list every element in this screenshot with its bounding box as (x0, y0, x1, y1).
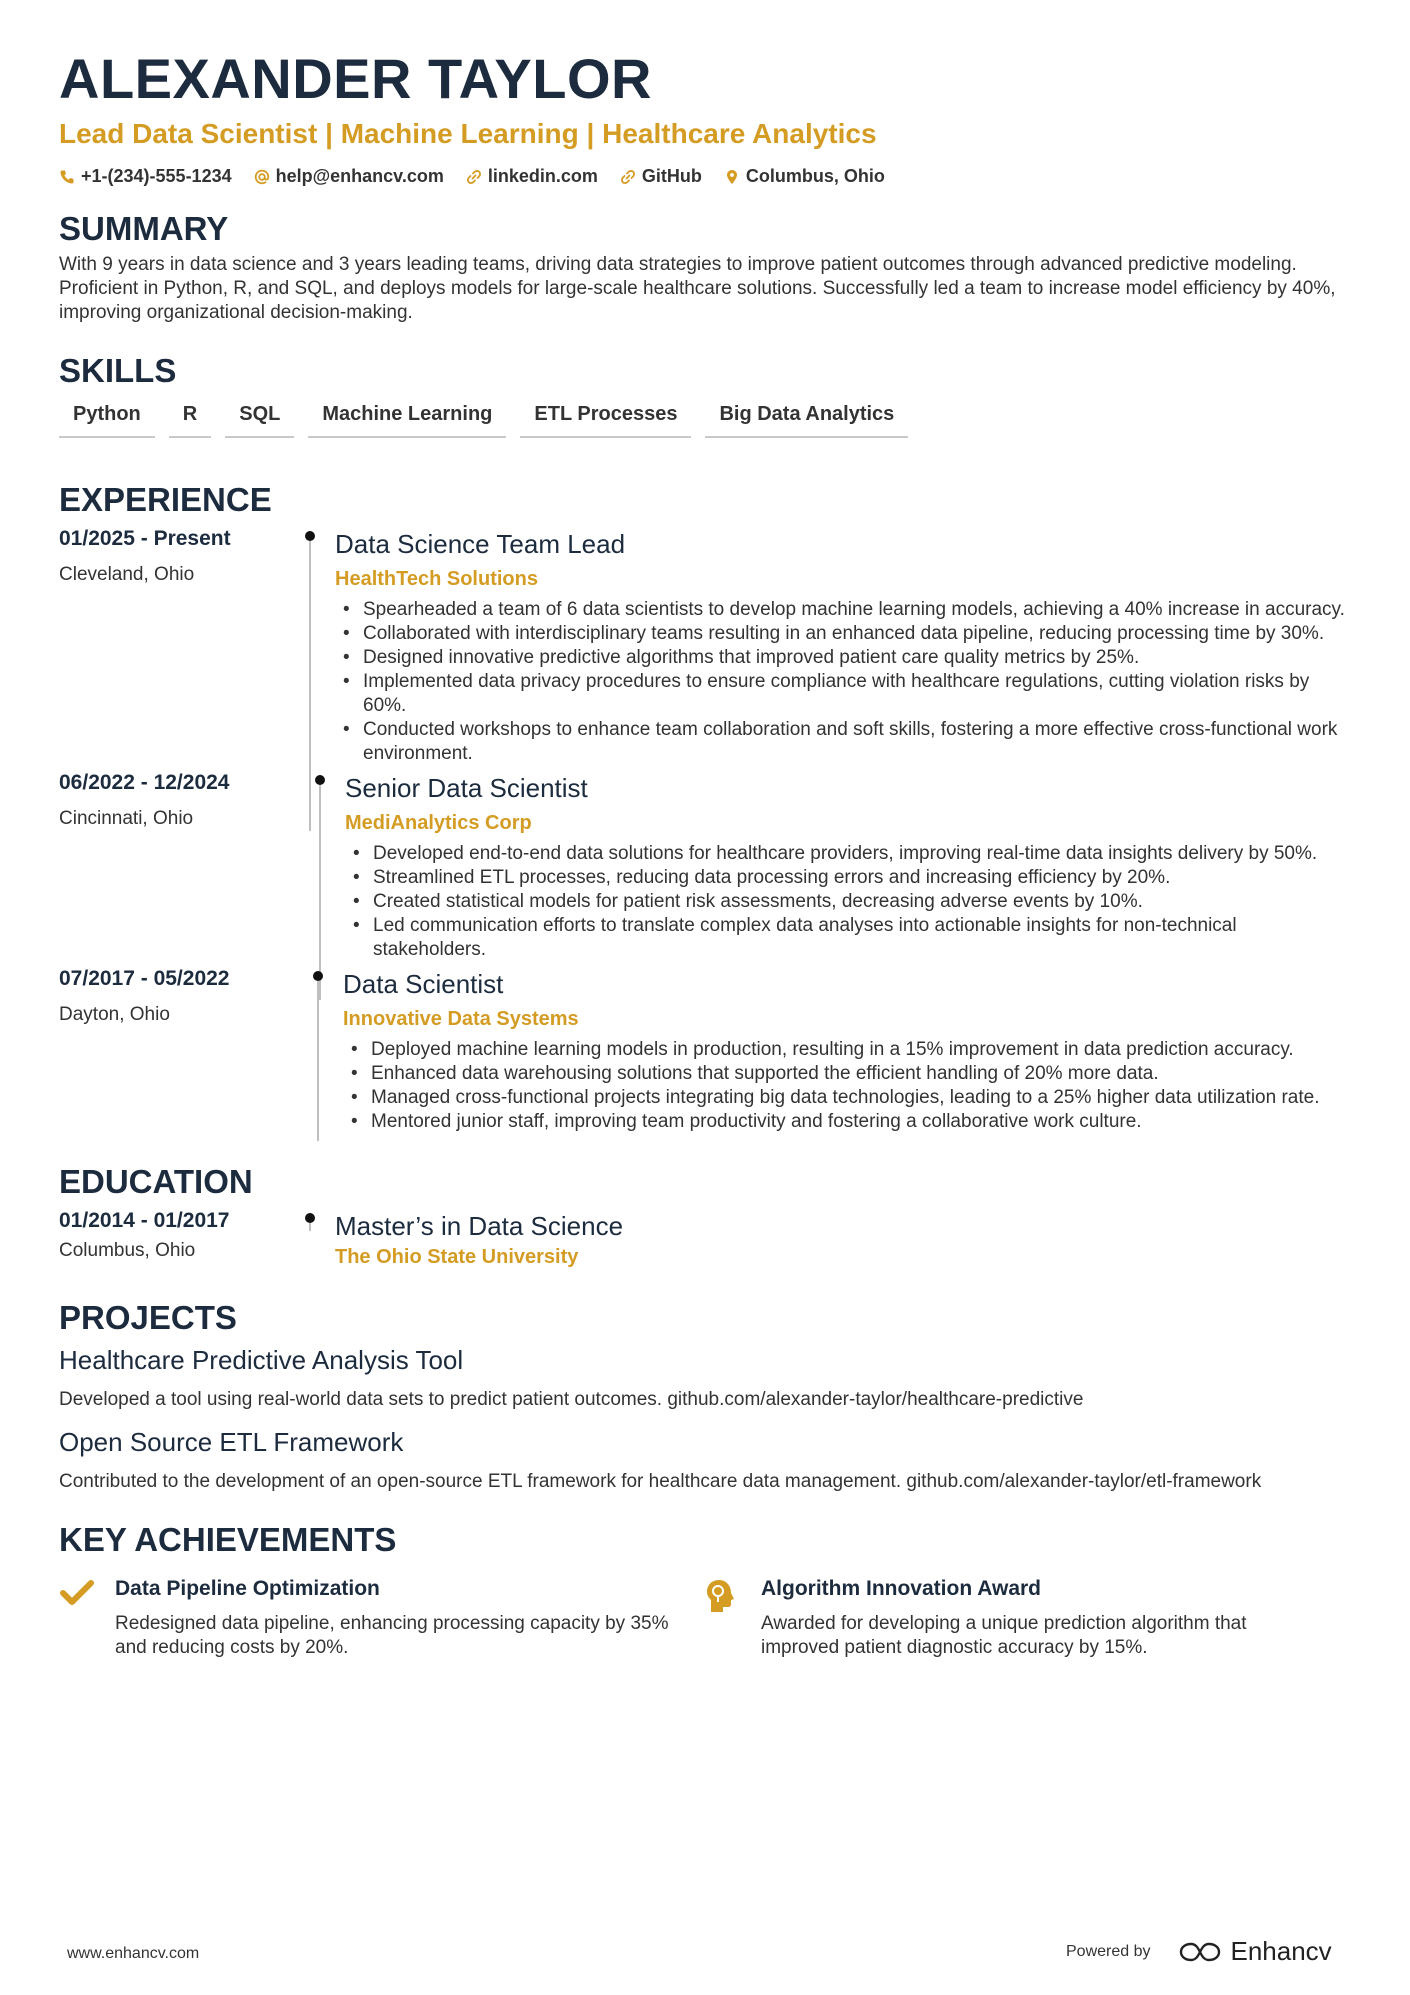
contact-location (724, 166, 885, 187)
achievement-description: Redesigned data pipeline, enhancing processing capacity by 35% and reducing costs by 20%. (115, 1613, 669, 1658)
job-dates: 06/2022 - 12/2024 (59, 771, 230, 794)
candidate-name: ALEXANDER TAYLOR (59, 47, 652, 110)
resume-page (59, 46, 1351, 1660)
skill-tag: Big Data Analytics (705, 401, 908, 438)
location-pin-icon (724, 169, 740, 185)
achievement-name: Data Pipeline Optimization (115, 1577, 380, 1600)
bullet-item: • Spearheaded a team of 6 data scientists to develop machine learning models, achieving a 40% increase in accuracy. (335, 598, 1351, 622)
bullet-item: • Designed innovative predictive algorithms that improved patient care quality metrics by 25%. (335, 646, 1351, 670)
at-icon (254, 169, 270, 185)
experience-entry (59, 966, 1351, 1134)
job-company: HealthTech Solutions (335, 568, 538, 590)
timeline-dot (315, 775, 325, 785)
brand-name: Enhancv (1230, 1936, 1332, 1966)
bullet-item: • Collaborated with interdisciplinary teams resulting in an enhanced data pipeline, reducing processing time by 30%. (335, 622, 1351, 646)
edu-degree: Master’s in Data Science (335, 1211, 624, 1241)
bullet-item: • Conducted workshops to enhance team collaboration and soft skills, fostering a more effective cross-functional work environment. (335, 718, 1351, 766)
edu-school: The Ohio State University (335, 1246, 579, 1268)
headline: Lead Data Scientist | Machine Learning | Healthcare Analytics (59, 118, 877, 149)
education-heading: EDUCATION (59, 1163, 253, 1200)
bullet-item: • Managed cross-functional projects integrating big data technologies, leading to a 25% higher data utilization rate. (343, 1086, 1351, 1110)
project-entry (59, 1344, 1351, 1412)
job-company: MediAnalytics Corp (345, 812, 532, 834)
job-bullets (345, 842, 1351, 962)
powered-by-label: Powered by (1066, 1942, 1151, 1960)
enhancv-logo-icon (1177, 1940, 1223, 1964)
brand-logo[interactable] (1177, 1936, 1332, 1967)
contact-linkedin-text: linkedin.com (487, 166, 598, 186)
project-entry (59, 1426, 1351, 1494)
timeline-dot (305, 531, 315, 541)
job-role: Data Science Team Lead (335, 529, 626, 559)
head-brain-icon (705, 1578, 737, 1614)
project-name: Healthcare Predictive Analysis Tool (59, 1345, 464, 1375)
contact-github[interactable] (620, 166, 702, 187)
job-location: Cincinnati, Ohio (59, 808, 194, 829)
summary-text: With 9 years in data science and 3 years leading teams, driving data strategies to improve patient outcomes through advanced predictive modeling. Proficient in Python, R, and SQL, and deploys models for large-scale healthcare solutions. Successfully led a team to increase model efficiency by 40%, improving organizational decision-making. (59, 254, 1336, 323)
contact-email-text: help@enhancv.com (275, 166, 444, 186)
skill-tag: ETL Processes (520, 401, 691, 438)
job-role: Senior Data Scientist (345, 773, 588, 803)
contact-linkedin[interactable] (466, 166, 598, 187)
skills-heading: SKILLS (59, 352, 177, 389)
bullet-item: • Implemented data privacy procedures to ensure compliance with healthcare regulations, cutting violation risks by 60%. (335, 670, 1351, 718)
link-icon (466, 169, 482, 185)
footer-website[interactable]: www.enhancv.com (67, 1945, 200, 1962)
achievement-item (59, 1576, 705, 1660)
skill-tag: R (169, 401, 211, 438)
project-description: Contributed to the development of an open-source ETL framework for healthcare data management. github.com/alexander-taylor/etl-framework (59, 1471, 1262, 1492)
edu-location: Columbus, Ohio (59, 1240, 196, 1261)
contact-bar (59, 166, 1351, 187)
bullet-item: • Mentored junior staff, improving team productivity and fostering a collaborative work culture. (343, 1110, 1351, 1134)
phone-icon (59, 169, 75, 185)
skills-list (59, 401, 1351, 438)
skill-tag: SQL (225, 401, 294, 438)
timeline-line (309, 1223, 311, 1231)
bullet-item: • Led communication efforts to translate complex data analyses into actionable insights for non-technical stakeholders. (345, 914, 1351, 962)
experience-entry (59, 526, 1351, 766)
skill-tag: Python (59, 401, 155, 438)
timeline (289, 1208, 329, 1270)
bullet-item: • Enhanced data warehousing solutions that supported the efficient handling of 20% more data. (343, 1062, 1351, 1086)
education-entry (59, 1208, 1351, 1270)
contact-email[interactable] (254, 166, 444, 187)
timeline-dot (305, 1213, 315, 1223)
experience-heading: EXPERIENCE (59, 481, 272, 518)
project-name: Open Source ETL Framework (59, 1427, 404, 1457)
achievements-heading: KEY ACHIEVEMENTS (59, 1521, 397, 1558)
summary-heading: SUMMARY (59, 210, 229, 247)
contact-location-text: Columbus, Ohio (745, 166, 885, 186)
timeline-dot (313, 971, 323, 981)
job-dates: 01/2025 - Present (59, 527, 231, 550)
link-icon (620, 169, 636, 185)
bullet-item: • Streamlined ETL processes, reducing data processing errors and increasing efficiency by 20%. (345, 866, 1351, 890)
job-location: Cleveland, Ohio (59, 564, 195, 585)
timeline (289, 770, 339, 962)
bullet-item: • Created statistical models for patient risk assessments, decreasing adverse events by 10%. (345, 890, 1351, 914)
timeline (289, 966, 337, 1134)
experience-entry (59, 770, 1351, 962)
job-bullets (343, 1038, 1351, 1134)
contact-phone-text: +1-(234)-555-1234 (81, 166, 232, 186)
achievement-description: Awarded for developing a unique prediction algorithm that improved patient diagnostic accuracy by 15%. (761, 1613, 1247, 1658)
job-role: Data Scientist (343, 969, 504, 999)
achievements-list (59, 1576, 1351, 1660)
contact-phone[interactable] (59, 166, 232, 187)
job-bullets (335, 598, 1351, 766)
job-company: Innovative Data Systems (343, 1008, 579, 1030)
job-dates: 07/2017 - 05/2022 (59, 967, 230, 990)
timeline (289, 526, 329, 766)
projects-heading: PROJECTS (59, 1299, 237, 1336)
edu-dates: 01/2014 - 01/2017 (59, 1209, 230, 1232)
checkmark-icon (59, 1578, 95, 1608)
bullet-item: • Developed end-to-end data solutions for healthcare providers, improving real-time data insights delivery by 50%. (345, 842, 1351, 866)
bullet-item: • Deployed machine learning models in production, resulting in a 15% improvement in data prediction accuracy. (343, 1038, 1351, 1062)
achievement-item (705, 1576, 1351, 1660)
project-description: Developed a tool using real-world data sets to predict patient outcomes. github.com/alexander-taylor/healthcare-predictive (59, 1389, 1084, 1410)
achievement-name: Algorithm Innovation Award (761, 1577, 1042, 1600)
skill-tag: Machine Learning (308, 401, 506, 438)
timeline-line (317, 981, 319, 1141)
contact-github-text: GitHub (641, 166, 702, 186)
footer-branding (1066, 1936, 1332, 1967)
job-location: Dayton, Ohio (59, 1004, 170, 1025)
